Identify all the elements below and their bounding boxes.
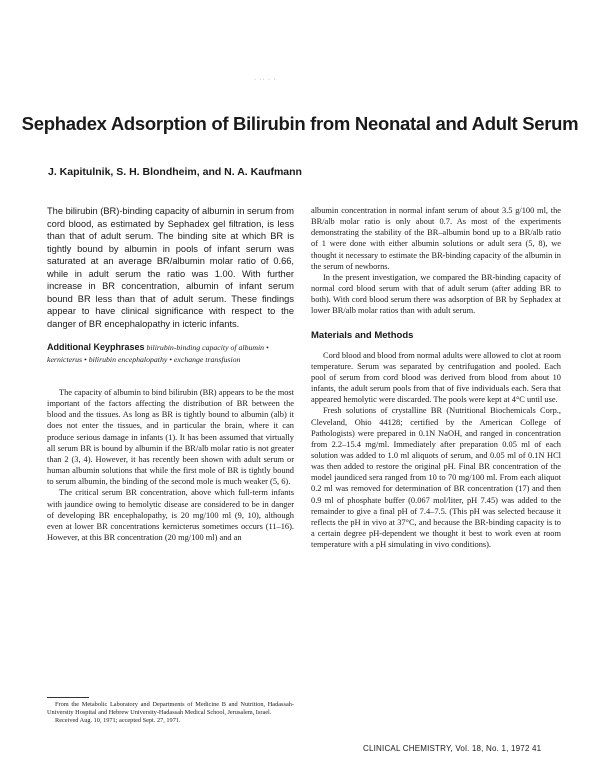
journal-footer: CLINICAL CHEMISTRY, Vol. 18, No. 1, 1972 41 (363, 744, 542, 753)
abstract: The bilirubin (BR)-binding capacity of albumin in serum from cord blood, as estimated by Sephadex gel filtration, is less than that of adult serum. The binding site at which BR is tightly bound by albumin in pools of infant serum was saturated at an average BR/albumin molar ratio of 0.66, while in adult serum the ratio was 1.00. With further increase in BR concentration, albumin of infant serum bound BR less than that of adult serum. These findings appear to have clinical significance with respect to the danger of BR encephalopathy in icteric infants. (47, 206, 294, 329)
intro-paragraph-1: The capacity of albumin to bind bilirubin (BR) appears to be the most important of the factors affecting the distribution of BR between the blood and the tissues. As long as BR is tightly bound to albumin (alb) it does not enter the tissues, and in particular the brain, where it can produce serious damage in infants (1). It has been assumed that virtually all serum BR is bound by albumin if the BR/alb molar ratio is not greater than 2 (3, 4). However, it has recently been shown with adult serum or human albumin solutions that while the first mole of BR is tightly bound to serum albumin, the binding of the second mole is much weaker (5, 6). (47, 388, 294, 487)
methods-paragraph-1: Cord blood and blood from normal adults were allowed to clot at room temperature. Serum was separated by centrifugation and pooled. Each pool of serum from cord blood was derived from blood from about 10 infants, the adult serum pools from that of five individuals each. Sera that appeared hemolytic were discarded. The pools were kept at 4°C until use. (311, 350, 561, 405)
footnote-rule (47, 697, 89, 698)
received-dates: Received Aug. 10, 1971; accepted Sept. 27, 1971. (55, 717, 181, 725)
intro-paragraph-3: albumin concentration in normal infant serum of about 3.5 g/100 ml, the BR/alb molar ratio is only about 0.7. As most of the experiments demonstrating the stability of the BR–albumin bond up to a BR/alb ratio of 1 were done with either albumin solutions or adult sera (5, 8), we thought it necessary to estimate the BR-binding capacity of the albumin in the serum of newborns. (311, 206, 561, 271)
affiliation-footnote (47, 697, 294, 726)
article-title: Sephadex Adsorption of Bilirubin from Neonatal and Adult Serum (21, 113, 579, 134)
left-column (47, 205, 294, 543)
keyphrases-heading: Additional Keyphrases (47, 342, 145, 352)
author-list: J. Kapitulnik, S. H. Blondheim, and N. A. Kaufmann (48, 166, 302, 178)
affiliation-text: From the Metabolic Laboratory and Departments of Medicine B and Nutrition, Hadassah-University Hospital and Hebrew University-Hadassah Medical School, Jerusalem, Israel. (47, 701, 294, 717)
header-speck: · ·· · · (254, 77, 277, 83)
methods-paragraph-2: Fresh solutions of crystalline BR (Nutritional Biochemicals Corp., Cleveland, Ohio 44128; certified by the American College of Pathologists) were prepared in 0.1N NaOH, and ranged in concentration from 2.2–15.4 mg/ml. Immediately after preparation 0.05 ml of each solution was added to 1.0 ml aliquots of serum, and 0.05 ml of 0.1N HCl was then added to restore the original pH. Final BR concentration of the model jaundiced sera ranged from 10 to 70 mg/100 ml. From each aliquot 0.2 ml was removed for determination of BR concentration (17) and then 0.9 ml of phosphate buffer (0.067 mol/liter, pH 7.45) was added to the remainder to give a final pH of 7.4–7.5. (This pH was selected because it reflects the pH in vivo at 37°C, and because the BR-binding capacity is to a certain degree pH-dependent we thought it best to work even at room temperature with a pH simulating in vivo conditions). (311, 406, 561, 550)
right-column (311, 205, 561, 550)
keyphrases (47, 342, 294, 365)
intro-paragraph-2: The critical serum BR concentration, above which full-term infants with jaundice owing to hemolytic disease are considered to be in danger of developing BR encephalopathy, is 20 mg/100 ml (9, 10), although even at lower BR concentrations kernicterus sometimes occurs (11–16). However, at this BR concentration (20 mg/100 ml) and an (47, 488, 294, 543)
keyphrases-terms: bilirubin-binding capacity of albumin • kernicterus • bilirubin encephalopathy • exchange transfusion (47, 343, 269, 364)
intro-paragraph-4: In the present investigation, we compared the BR-binding capacity of normal cord blood serum with that of adult serum (after adding BR to both). With cord blood serum there was adsorption of BR by Sephadex at lower BR/alb molar ratios than with adult serum. (311, 272, 561, 316)
methods-heading: Materials and Methods (311, 329, 414, 341)
